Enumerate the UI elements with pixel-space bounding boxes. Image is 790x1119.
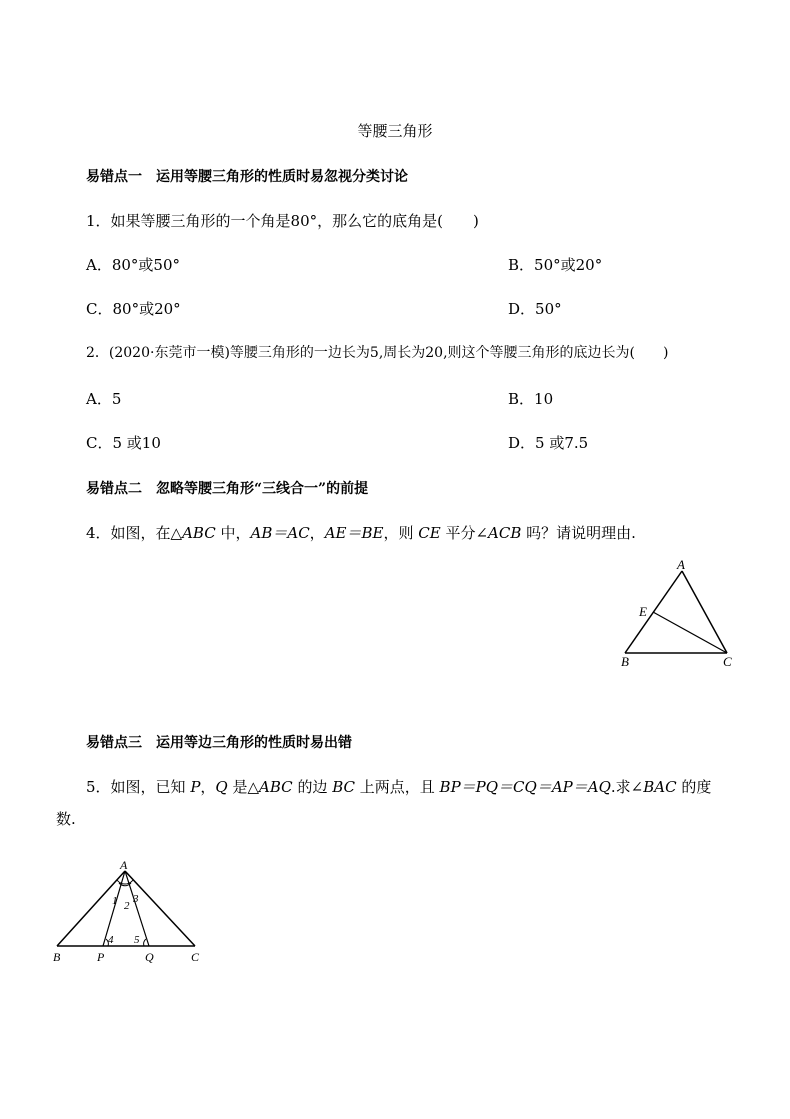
label-q: Q [145,950,154,964]
section-heading-3: 易错点三 运用等边三角形的性质时易出错 [86,735,352,751]
figure-2-triangle [45,855,215,970]
page-title: 等腰三角形 [357,122,433,140]
q4-mid4: 平分∠ [440,524,489,542]
angle-label-3: 3 [133,893,139,905]
angle-arc-5 [144,939,146,946]
angle-label-5: 5 [134,934,140,946]
q5-p: P [190,778,201,796]
angle-label-1: 1 [112,895,118,907]
q5-bac: BAC [643,778,677,796]
question-5-line-1 [86,776,711,797]
question-1-option-b: B．50°或20° [508,256,603,274]
q4-ae-be: AE＝BE [324,524,384,542]
question-1-text: 1．如果等腰三角形的一个角是80°，那么它的底角是( ) [86,212,479,230]
q4-prefix: 4．如图，在△ [86,524,183,542]
q4-mid3: ，则 [383,524,419,542]
angle-label-2: 2 [124,900,130,912]
q4-mid1: 中， [215,524,251,542]
q4-acb: ACB [488,524,522,542]
question-4-text [86,522,636,543]
label-a: A [677,557,685,572]
q4-suffix: 吗？请说明理由. [521,524,636,542]
question-2-option-a: A．5 [86,390,122,408]
q5-text-a: 5．如图，已知 [86,778,191,796]
label-c: C [191,950,200,964]
segment-ab [57,871,125,946]
label-c: C [723,654,732,669]
q5-text-d: 上两点，且 [355,778,440,796]
label-a: A [120,858,128,872]
label-b: B [53,950,61,964]
question-2-option-b: B．10 [508,390,554,408]
section-heading-1: 易错点一 运用等腰三角形的性质时易忽视分类讨论 [86,169,408,185]
label-b: B [621,654,629,669]
figure-1-triangle [615,555,745,675]
angle-label-4: 4 [108,934,114,946]
label-e: E [639,604,647,619]
question-1-option-c: C．80°或20° [86,300,181,318]
q4-mid2: ， [309,524,325,542]
question-2-option-d: D．5 或7.5 [508,434,589,452]
q5-text-b: 是△ [227,778,260,796]
q5-bc: BC [332,778,355,796]
label-p: P [97,950,105,964]
q5-comma: ， [200,778,216,796]
q5-text-f: 的度 [676,778,712,796]
question-2-text: 2．(2020·东莞市一模)等腰三角形的一边长为5,周长为20,则这个等腰三角形的底边长为( ) [86,345,669,361]
q5-text-c: 的边 [292,778,333,796]
q4-ce: CE [418,524,441,542]
q5-equation: BP＝PQ＝CQ＝AP＝AQ [439,778,611,796]
question-1-option-d: D．50° [508,300,562,318]
q5-abc: ABC [259,778,293,796]
question-1-option-a: A．80°或50° [86,256,181,274]
question-5-line-2: 数. [56,810,76,828]
section-heading-2: 易错点二 忽略等腰三角形“三线合一”的前提 [86,481,369,497]
q4-ab-ac: AB＝AC [250,524,310,542]
q5-text-e: .求∠ [610,778,644,796]
q4-abc: ABC [182,524,216,542]
q5-q: Q [215,778,228,796]
question-2-option-c: C．5 或10 [86,434,161,452]
